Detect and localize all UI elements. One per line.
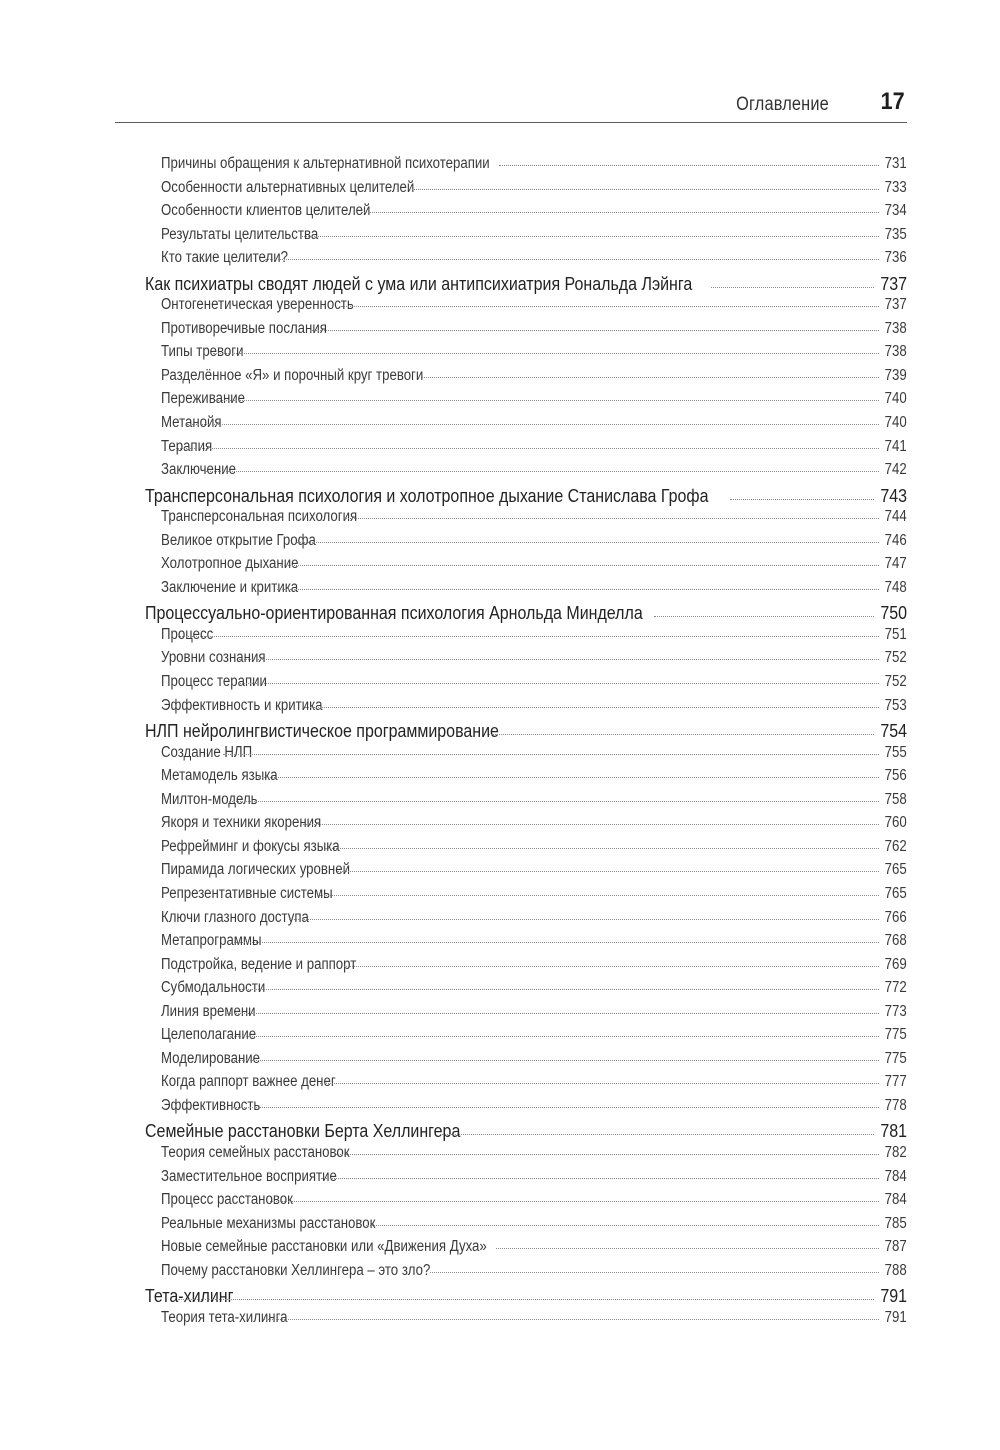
toc-entry-page: 741 <box>884 437 907 455</box>
toc-section-entry[interactable] <box>145 1168 907 1192</box>
toc-entry-page: 740 <box>884 414 907 432</box>
toc-section-entry[interactable] <box>145 532 907 556</box>
toc-section-entry[interactable] <box>145 320 907 344</box>
toc-section-entry[interactable] <box>145 1026 907 1050</box>
toc-section-entry[interactable] <box>145 956 907 980</box>
toc-entry-page: 734 <box>884 202 907 220</box>
dot-leader <box>215 400 880 401</box>
toc-entry-page: 736 <box>884 249 907 267</box>
toc-entry-title: НЛП нейролингвистическое программирование <box>145 720 499 742</box>
toc-entry-page: 775 <box>884 1026 907 1044</box>
toc-chapter-entry[interactable] <box>145 485 907 509</box>
toc-section-entry[interactable] <box>145 626 907 650</box>
dot-leader <box>204 471 879 472</box>
toc-entry-title: Метамодель языка <box>161 767 278 785</box>
toc-entry-title: Милтон-модель <box>161 790 258 808</box>
toc-section-entry[interactable] <box>145 885 907 909</box>
dot-leader <box>265 259 880 260</box>
toc-entry-page: 781 <box>880 1120 907 1142</box>
toc-entry-title: Моделирование <box>161 1049 261 1067</box>
toc-entry-title: Линия времени <box>161 1002 256 1020</box>
dot-leader <box>234 942 879 943</box>
toc-entry-title: Трансперсональная психология <box>161 508 358 526</box>
toc-entry-title: Метапрограммы <box>161 932 262 950</box>
toc-entry-title: Семейные расстановки Берта Хеллингера <box>145 1120 461 1142</box>
toc-section-entry[interactable] <box>145 202 907 226</box>
toc-entry-page: 738 <box>884 343 907 361</box>
toc-entry-title: Трансперсональная психология и холотропное дыхание Станислава Грофа <box>145 484 709 506</box>
toc-section-entry[interactable] <box>145 649 907 673</box>
toc-section-entry[interactable] <box>145 367 907 391</box>
dot-leader <box>337 871 880 872</box>
toc-entry-page: 791 <box>880 1285 907 1307</box>
toc-entry-title: Теория тета-хилинга <box>161 1308 288 1326</box>
toc-entry-page: 768 <box>884 932 907 950</box>
header-title: Оглавление <box>736 94 829 115</box>
dot-leader <box>317 895 880 896</box>
toc-entry-page: 740 <box>884 390 907 408</box>
toc-entry-title: Новые семейные расстановки или «Движения Духа» <box>161 1238 487 1256</box>
toc-entry-title: Теория семейных расстановок <box>161 1143 350 1161</box>
toc-entry-page: 738 <box>884 319 907 337</box>
toc-section-entry[interactable] <box>145 343 907 367</box>
toc-entry-title: Процессуально-ориентированная психология Арнольда Минделла <box>145 602 643 624</box>
toc-entry-title: Ключи глазного доступа <box>161 908 309 926</box>
toc-section-entry[interactable] <box>145 932 907 956</box>
toc-entry-page: 743 <box>880 484 907 506</box>
toc-section-entry[interactable] <box>145 673 907 697</box>
toc-entry-title: Холотропное дыхание <box>161 555 299 573</box>
dot-leader <box>232 1060 879 1061</box>
toc-entry-page: 752 <box>884 649 907 667</box>
toc-entry-page: 765 <box>884 861 907 879</box>
toc-entry-title: Процесс расстановок <box>161 1191 293 1209</box>
toc-entry-title: Рефрейминг и фокусы языка <box>161 837 340 855</box>
dot-leader <box>320 1083 879 1084</box>
toc-section-entry[interactable] <box>145 1215 907 1239</box>
toc-section-entry[interactable] <box>145 838 907 862</box>
toc-entry-page: 777 <box>884 1073 907 1091</box>
toc-entry-page: 744 <box>884 508 907 526</box>
toc-entry-title: Причины обращения к альтернативной психотерапии <box>161 155 490 172</box>
toc-entry-page: 778 <box>884 1096 907 1114</box>
toc-entry-title: Типы тревоги <box>161 343 244 361</box>
toc-chapter-entry[interactable] <box>145 602 907 626</box>
toc-entry-page: 773 <box>884 1002 907 1020</box>
toc-chapter-entry[interactable] <box>145 1285 907 1309</box>
toc-section-entry[interactable] <box>145 1191 907 1215</box>
toc-entry-title: Подстройка, ведение и раппорт <box>161 955 357 973</box>
dot-leader <box>277 589 880 590</box>
toc-entry-page: 753 <box>884 696 907 714</box>
toc-entry-title: Особенности альтернативных целителей <box>161 178 415 196</box>
toc-entry-title: Великое открытие Грофа <box>161 531 316 549</box>
toc-section-entry[interactable] <box>145 791 907 815</box>
dot-leader <box>412 189 880 190</box>
toc-entry-title: Онтогенетическая уверенность <box>161 296 354 314</box>
toc-entry-page: 751 <box>884 625 907 643</box>
toc-section-entry[interactable] <box>145 179 907 203</box>
toc-section-entry[interactable] <box>145 461 907 485</box>
dot-leader <box>336 1154 879 1155</box>
dot-leader <box>253 777 880 778</box>
toc-entry-title: Тета-хилинг <box>145 1285 234 1307</box>
toc-entry-title: Противоречивые послания <box>161 319 327 337</box>
toc-section-entry[interactable] <box>145 1097 907 1121</box>
toc-entry-page: 785 <box>884 1214 907 1232</box>
dot-leader <box>345 518 879 519</box>
toc-entry-title: Результаты целительства <box>161 225 319 243</box>
toc-entry-page: 772 <box>884 979 907 997</box>
toc-section-entry[interactable] <box>145 1003 907 1027</box>
toc-entry-page: 739 <box>884 366 907 384</box>
toc-section-entry[interactable] <box>145 697 907 721</box>
dot-leader <box>422 377 879 378</box>
toc-section-entry[interactable] <box>145 979 907 1003</box>
dot-leader <box>310 330 879 331</box>
toc-entry-title: Процесс <box>161 625 214 643</box>
toc-entry-title: Пирамида логических уровней <box>161 861 350 879</box>
toc-entry-page: 731 <box>884 155 907 172</box>
toc-entry-page: 748 <box>884 578 907 596</box>
toc-entry-page: 752 <box>884 673 907 691</box>
dot-leader <box>213 353 879 354</box>
toc-entry-page: 755 <box>884 743 907 761</box>
toc-entry-page: 758 <box>884 790 907 808</box>
toc-section-entry[interactable] <box>145 438 907 462</box>
dot-leader <box>187 424 879 425</box>
toc-chapter-entry[interactable] <box>145 720 907 744</box>
dot-leader <box>654 616 874 617</box>
dot-leader <box>430 1272 879 1273</box>
toc-section-entry[interactable] <box>145 555 907 579</box>
toc-entry-title: Уровни сознания <box>161 649 266 667</box>
table-of-contents <box>145 155 907 1332</box>
toc-entry-title: Почему расстановки Хеллингера – это зло? <box>161 1261 431 1279</box>
dot-leader <box>297 542 879 543</box>
dot-leader <box>176 448 879 449</box>
toc-section-entry[interactable] <box>145 226 907 250</box>
toc-chapter-entry[interactable] <box>145 273 907 297</box>
dot-leader <box>228 1036 880 1037</box>
toc-entry-page: 737 <box>884 296 907 314</box>
dot-leader <box>366 1225 879 1226</box>
toc-section-entry[interactable] <box>145 414 907 438</box>
dot-leader <box>303 824 879 825</box>
dot-leader <box>178 636 880 637</box>
toc-entry-title: Метанойя <box>161 414 222 432</box>
toc-entry-title: Репрезентативные системы <box>161 884 333 902</box>
dot-leader <box>223 754 879 755</box>
toc-entry-page: 735 <box>884 225 907 243</box>
toc-entry-title: Эффективность <box>161 1096 261 1114</box>
toc-section-entry[interactable] <box>145 579 907 603</box>
dot-leader <box>442 1134 874 1135</box>
dot-leader <box>264 1319 879 1320</box>
dot-leader <box>487 734 874 735</box>
toc-entry-title: Заключение <box>161 461 236 479</box>
toc-entry-page: 766 <box>884 908 907 926</box>
toc-entry-page: 791 <box>884 1308 907 1326</box>
toc-entry-page: 787 <box>884 1238 907 1256</box>
dot-leader <box>233 1107 880 1108</box>
toc-entry-title: Заместительное восприятие <box>161 1167 337 1185</box>
toc-section-entry[interactable] <box>145 1309 907 1333</box>
toc-entry-title: Процесс терапии <box>161 673 267 691</box>
dot-leader <box>238 989 879 990</box>
toc-section-entry[interactable] <box>145 909 907 933</box>
toc-section-entry[interactable] <box>145 1050 907 1074</box>
dot-leader <box>277 565 879 566</box>
toc-section-entry[interactable] <box>145 767 907 791</box>
toc-entry-title: Кто такие целители? <box>161 249 288 267</box>
toc-section-entry[interactable] <box>145 814 907 838</box>
toc-section-entry[interactable] <box>145 861 907 885</box>
toc-entry-page: 765 <box>884 884 907 902</box>
toc-entry-title: Когда раппорт важнее денег <box>161 1073 336 1091</box>
dot-leader <box>730 499 874 500</box>
toc-entry-page: 737 <box>880 272 907 294</box>
toc-entry-page: 747 <box>884 555 907 573</box>
dot-leader <box>321 1178 879 1179</box>
dot-leader <box>227 1013 879 1014</box>
dot-leader <box>240 683 879 684</box>
dot-leader <box>229 801 879 802</box>
toc-entry-page: 782 <box>884 1143 907 1161</box>
dot-leader <box>711 287 874 288</box>
dot-leader <box>344 966 879 967</box>
toc-entry-title: Создание НЛП <box>161 743 253 761</box>
toc-entry-page: 756 <box>884 767 907 785</box>
running-header <box>115 86 907 123</box>
toc-entry-title: Якоря и техники якорения <box>161 814 322 832</box>
toc-section-entry[interactable] <box>145 249 907 273</box>
dot-leader <box>289 919 879 920</box>
toc-entry-title: Реальные механизмы расстановок <box>161 1214 376 1232</box>
toc-entry-title: Субмодальности <box>161 979 266 997</box>
toc-entry-title: Заключение и критика <box>161 578 299 596</box>
toc-entry-page: 746 <box>884 531 907 549</box>
dot-leader <box>496 1248 880 1249</box>
toc-entry-page: 775 <box>884 1049 907 1067</box>
toc-entry-title: Терапия <box>161 437 213 455</box>
dot-leader <box>239 659 880 660</box>
toc-entry-title: Как психиатры сводят людей с ума или антипсихиатрия Рональда Лэйнга <box>145 272 693 294</box>
dot-leader <box>361 212 880 213</box>
toc-section-entry[interactable] <box>145 744 907 768</box>
toc-entry-title: Эффективность и критика <box>161 696 323 714</box>
toc-entry-title: Разделённое «Я» и порочный круг тревоги <box>161 366 424 384</box>
dot-leader <box>341 306 879 307</box>
toc-section-entry[interactable] <box>145 508 907 532</box>
toc-entry-page: 750 <box>880 602 907 624</box>
dot-leader <box>300 236 879 237</box>
toc-entry-title: Целеполагание <box>161 1026 257 1044</box>
toc-section-entry[interactable] <box>145 1073 907 1097</box>
toc-section-entry[interactable] <box>145 296 907 320</box>
dot-leader <box>325 848 880 849</box>
dot-leader <box>305 707 879 708</box>
page-number: 17 <box>880 88 905 115</box>
toc-entry-page: 788 <box>884 1261 907 1279</box>
toc-section-entry[interactable] <box>145 155 907 179</box>
toc-entry-page: 742 <box>884 461 907 479</box>
toc-entry-page: 760 <box>884 814 907 832</box>
dot-leader <box>499 165 879 166</box>
toc-chapter-entry[interactable] <box>145 1120 907 1144</box>
dot-leader <box>178 1299 874 1300</box>
toc-entry-title: Переживание <box>161 390 246 408</box>
toc-section-entry[interactable] <box>145 1238 907 1262</box>
dot-leader <box>270 1201 879 1202</box>
toc-section-entry[interactable] <box>145 390 907 414</box>
toc-entry-page: 762 <box>884 837 907 855</box>
toc-entry-page: 784 <box>884 1167 907 1185</box>
toc-entry-page: 754 <box>880 720 907 742</box>
toc-entry-page: 784 <box>884 1191 907 1209</box>
toc-entry-title: Особенности клиентов целителей <box>161 202 371 220</box>
toc-section-entry[interactable] <box>145 1262 907 1286</box>
toc-entry-page: 769 <box>884 955 907 973</box>
toc-entry-page: 733 <box>884 178 907 196</box>
toc-section-entry[interactable] <box>145 1144 907 1168</box>
